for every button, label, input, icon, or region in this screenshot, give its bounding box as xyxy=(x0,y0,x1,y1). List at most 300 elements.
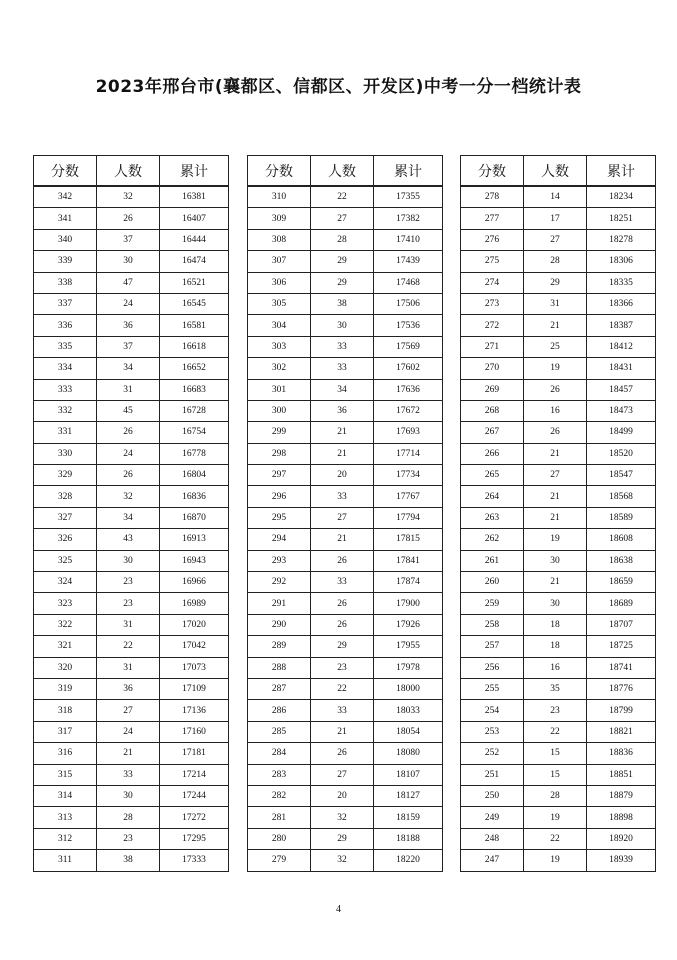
score-table-1 xyxy=(33,155,229,872)
table-row xyxy=(34,272,229,293)
score-cell: 341 xyxy=(34,208,97,229)
score-cell: 280 xyxy=(248,828,311,849)
table-row xyxy=(461,379,656,400)
score-cell: 325 xyxy=(34,550,97,571)
count-cell: 36 xyxy=(97,678,160,699)
table-row xyxy=(461,572,656,593)
score-table-2 xyxy=(247,155,443,872)
count-cell: 34 xyxy=(311,379,374,400)
count-cell: 32 xyxy=(311,807,374,828)
count-cell: 35 xyxy=(524,678,587,699)
score-cell: 255 xyxy=(461,678,524,699)
score-cell: 331 xyxy=(34,422,97,443)
score-cell: 275 xyxy=(461,251,524,272)
score-cell: 251 xyxy=(461,764,524,785)
score-cell: 282 xyxy=(248,785,311,806)
score-cell: 309 xyxy=(248,208,311,229)
header-count: 人数 xyxy=(97,156,160,187)
table-row xyxy=(461,208,656,229)
table-row xyxy=(461,422,656,443)
table-row xyxy=(34,700,229,721)
score-cell: 306 xyxy=(248,272,311,293)
cumulative-cell: 17073 xyxy=(160,657,229,678)
score-cell: 316 xyxy=(34,743,97,764)
header-count: 人数 xyxy=(524,156,587,187)
count-cell: 22 xyxy=(311,678,374,699)
count-cell: 18 xyxy=(524,614,587,635)
table-row xyxy=(34,465,229,486)
cumulative-cell: 17841 xyxy=(374,550,443,571)
count-cell: 21 xyxy=(524,315,587,336)
count-cell: 26 xyxy=(524,422,587,443)
table-row xyxy=(34,678,229,699)
table-row xyxy=(461,443,656,464)
count-cell: 15 xyxy=(524,743,587,764)
cumulative-cell: 17468 xyxy=(374,272,443,293)
cumulative-cell: 17506 xyxy=(374,293,443,314)
table-row xyxy=(461,293,656,314)
table-header-row xyxy=(461,156,656,187)
count-cell: 17 xyxy=(524,208,587,229)
score-cell: 329 xyxy=(34,465,97,486)
score-table-3 xyxy=(460,155,656,872)
count-cell: 31 xyxy=(97,614,160,635)
count-cell: 36 xyxy=(311,400,374,421)
cumulative-cell: 17900 xyxy=(374,593,443,614)
table-row xyxy=(248,614,443,635)
cumulative-cell: 17410 xyxy=(374,229,443,250)
table-row xyxy=(248,785,443,806)
cumulative-cell: 18568 xyxy=(587,486,656,507)
count-cell: 28 xyxy=(524,785,587,806)
table-row xyxy=(248,336,443,357)
cumulative-cell: 16474 xyxy=(160,251,229,272)
table-row xyxy=(461,507,656,528)
count-cell: 23 xyxy=(97,593,160,614)
cumulative-cell: 17767 xyxy=(374,486,443,507)
page-number: 4 xyxy=(336,904,341,915)
score-cell: 287 xyxy=(248,678,311,699)
table-row xyxy=(34,379,229,400)
table-row xyxy=(34,293,229,314)
cumulative-cell: 18251 xyxy=(587,208,656,229)
score-cell: 257 xyxy=(461,636,524,657)
table-row xyxy=(248,315,443,336)
table-row xyxy=(248,572,443,593)
score-cell: 301 xyxy=(248,379,311,400)
header-cumulative: 累计 xyxy=(374,156,443,187)
cumulative-cell: 16943 xyxy=(160,550,229,571)
score-cell: 292 xyxy=(248,572,311,593)
score-cell: 264 xyxy=(461,486,524,507)
count-cell: 32 xyxy=(311,850,374,871)
table-row xyxy=(248,850,443,871)
count-cell: 15 xyxy=(524,764,587,785)
cumulative-cell: 17536 xyxy=(374,315,443,336)
count-cell: 38 xyxy=(97,850,160,871)
table-row xyxy=(34,443,229,464)
score-cell: 321 xyxy=(34,636,97,657)
cumulative-cell: 17382 xyxy=(374,208,443,229)
table-row xyxy=(34,850,229,871)
score-cell: 248 xyxy=(461,828,524,849)
count-cell: 26 xyxy=(311,743,374,764)
cumulative-cell: 18939 xyxy=(587,850,656,871)
count-cell: 27 xyxy=(311,507,374,528)
table-row xyxy=(248,807,443,828)
count-cell: 22 xyxy=(524,721,587,742)
score-cell: 247 xyxy=(461,850,524,871)
score-cell: 304 xyxy=(248,315,311,336)
table-row xyxy=(34,229,229,250)
score-cell: 298 xyxy=(248,443,311,464)
cumulative-cell: 17160 xyxy=(160,721,229,742)
score-cell: 336 xyxy=(34,315,97,336)
count-cell: 29 xyxy=(524,272,587,293)
count-cell: 22 xyxy=(524,828,587,849)
cumulative-cell: 18080 xyxy=(374,743,443,764)
score-cell: 297 xyxy=(248,465,311,486)
count-cell: 16 xyxy=(524,657,587,678)
table-row xyxy=(248,529,443,550)
count-cell: 21 xyxy=(524,507,587,528)
score-cell: 286 xyxy=(248,700,311,721)
table-row xyxy=(34,657,229,678)
cumulative-cell: 18107 xyxy=(374,764,443,785)
count-cell: 47 xyxy=(97,272,160,293)
table-row xyxy=(34,507,229,528)
score-cell: 310 xyxy=(248,186,311,208)
cumulative-cell: 18707 xyxy=(587,614,656,635)
score-cell: 311 xyxy=(34,850,97,871)
count-cell: 21 xyxy=(524,572,587,593)
cumulative-cell: 18335 xyxy=(587,272,656,293)
score-cell: 269 xyxy=(461,379,524,400)
score-cell: 339 xyxy=(34,251,97,272)
score-cell: 283 xyxy=(248,764,311,785)
table-row xyxy=(34,251,229,272)
score-cell: 303 xyxy=(248,336,311,357)
score-cell: 273 xyxy=(461,293,524,314)
table-body xyxy=(34,186,229,871)
table-row xyxy=(461,358,656,379)
table-row xyxy=(248,358,443,379)
table-row xyxy=(248,486,443,507)
table-row xyxy=(34,315,229,336)
count-cell: 21 xyxy=(311,529,374,550)
table-row xyxy=(34,593,229,614)
cumulative-cell: 18000 xyxy=(374,678,443,699)
table-row xyxy=(34,529,229,550)
count-cell: 30 xyxy=(97,251,160,272)
cumulative-cell: 18725 xyxy=(587,636,656,657)
score-cell: 305 xyxy=(248,293,311,314)
cumulative-cell: 18821 xyxy=(587,721,656,742)
table-row xyxy=(461,807,656,828)
table-row xyxy=(461,785,656,806)
score-cell: 274 xyxy=(461,272,524,293)
table-row xyxy=(34,743,229,764)
cumulative-cell: 18188 xyxy=(374,828,443,849)
score-cell: 262 xyxy=(461,529,524,550)
cumulative-cell: 16989 xyxy=(160,593,229,614)
table-row xyxy=(34,614,229,635)
score-cell: 296 xyxy=(248,486,311,507)
table-row xyxy=(248,636,443,657)
table-row xyxy=(34,764,229,785)
table-row xyxy=(248,593,443,614)
table-row xyxy=(34,208,229,229)
count-cell: 27 xyxy=(311,208,374,229)
cumulative-cell: 16581 xyxy=(160,315,229,336)
table-row xyxy=(461,593,656,614)
cumulative-cell: 17109 xyxy=(160,678,229,699)
score-cell: 340 xyxy=(34,229,97,250)
cumulative-cell: 16836 xyxy=(160,486,229,507)
score-cell: 284 xyxy=(248,743,311,764)
table-row xyxy=(34,550,229,571)
table-row xyxy=(461,743,656,764)
score-cell: 265 xyxy=(461,465,524,486)
cumulative-cell: 18033 xyxy=(374,700,443,721)
cumulative-cell: 16778 xyxy=(160,443,229,464)
count-cell: 23 xyxy=(97,828,160,849)
score-cell: 328 xyxy=(34,486,97,507)
score-cell: 271 xyxy=(461,336,524,357)
cumulative-cell: 17693 xyxy=(374,422,443,443)
cumulative-cell: 18431 xyxy=(587,358,656,379)
table-row xyxy=(461,614,656,635)
cumulative-cell: 17295 xyxy=(160,828,229,849)
score-cell: 291 xyxy=(248,593,311,614)
table-row xyxy=(34,828,229,849)
cumulative-cell: 18608 xyxy=(587,529,656,550)
count-cell: 22 xyxy=(311,186,374,208)
count-cell: 31 xyxy=(97,379,160,400)
score-cell: 315 xyxy=(34,764,97,785)
score-cell: 320 xyxy=(34,657,97,678)
score-cell: 278 xyxy=(461,186,524,208)
score-cell: 263 xyxy=(461,507,524,528)
score-cell: 250 xyxy=(461,785,524,806)
score-cell: 288 xyxy=(248,657,311,678)
table-row xyxy=(248,507,443,528)
cumulative-cell: 17672 xyxy=(374,400,443,421)
cumulative-cell: 16870 xyxy=(160,507,229,528)
count-cell: 33 xyxy=(311,486,374,507)
score-cell: 334 xyxy=(34,358,97,379)
cumulative-cell: 17734 xyxy=(374,465,443,486)
table-row xyxy=(461,315,656,336)
score-cell: 294 xyxy=(248,529,311,550)
score-cell: 270 xyxy=(461,358,524,379)
score-cell: 249 xyxy=(461,807,524,828)
cumulative-cell: 18879 xyxy=(587,785,656,806)
cumulative-cell: 17636 xyxy=(374,379,443,400)
cumulative-cell: 16754 xyxy=(160,422,229,443)
count-cell: 24 xyxy=(97,721,160,742)
cumulative-cell: 16545 xyxy=(160,293,229,314)
count-cell: 20 xyxy=(311,785,374,806)
count-cell: 31 xyxy=(97,657,160,678)
score-cell: 253 xyxy=(461,721,524,742)
cumulative-cell: 17978 xyxy=(374,657,443,678)
count-cell: 25 xyxy=(524,336,587,357)
cumulative-cell: 18836 xyxy=(587,743,656,764)
table-row xyxy=(34,721,229,742)
score-cell: 293 xyxy=(248,550,311,571)
count-cell: 22 xyxy=(97,636,160,657)
table-row xyxy=(461,272,656,293)
count-cell: 21 xyxy=(311,721,374,742)
count-cell: 19 xyxy=(524,807,587,828)
cumulative-cell: 16652 xyxy=(160,358,229,379)
page-title: 2023年邢台市(襄都区、信都区、开发区)中考一分一档统计表 xyxy=(95,77,582,97)
table-row xyxy=(34,486,229,507)
count-cell: 19 xyxy=(524,358,587,379)
count-cell: 36 xyxy=(97,315,160,336)
table-row xyxy=(461,251,656,272)
count-cell: 20 xyxy=(311,465,374,486)
cumulative-cell: 18054 xyxy=(374,721,443,742)
count-cell: 34 xyxy=(97,358,160,379)
table-row xyxy=(461,764,656,785)
table-row xyxy=(248,743,443,764)
count-cell: 23 xyxy=(311,657,374,678)
cumulative-cell: 17355 xyxy=(374,186,443,208)
score-cell: 259 xyxy=(461,593,524,614)
table-row xyxy=(248,443,443,464)
table-row xyxy=(248,208,443,229)
count-cell: 27 xyxy=(524,465,587,486)
score-cell: 299 xyxy=(248,422,311,443)
count-cell: 31 xyxy=(524,293,587,314)
count-cell: 29 xyxy=(311,636,374,657)
score-cell: 337 xyxy=(34,293,97,314)
score-cell: 258 xyxy=(461,614,524,635)
count-cell: 21 xyxy=(97,743,160,764)
cumulative-cell: 16407 xyxy=(160,208,229,229)
cumulative-cell: 17714 xyxy=(374,443,443,464)
score-cell: 267 xyxy=(461,422,524,443)
cumulative-cell: 18547 xyxy=(587,465,656,486)
score-cell: 307 xyxy=(248,251,311,272)
cumulative-cell: 17244 xyxy=(160,785,229,806)
table-row xyxy=(248,721,443,742)
cumulative-cell: 18412 xyxy=(587,336,656,357)
count-cell: 14 xyxy=(524,186,587,208)
count-cell: 32 xyxy=(97,186,160,208)
count-cell: 21 xyxy=(311,443,374,464)
table-row xyxy=(461,229,656,250)
table-row xyxy=(34,636,229,657)
score-cell: 332 xyxy=(34,400,97,421)
count-cell: 27 xyxy=(97,700,160,721)
count-cell: 28 xyxy=(97,807,160,828)
count-cell: 32 xyxy=(97,486,160,507)
table-row xyxy=(461,186,656,208)
count-cell: 43 xyxy=(97,529,160,550)
table-row xyxy=(34,807,229,828)
header-score: 分数 xyxy=(34,156,97,187)
table-row xyxy=(461,550,656,571)
table-row xyxy=(248,272,443,293)
count-cell: 26 xyxy=(311,614,374,635)
score-cell: 285 xyxy=(248,721,311,742)
cumulative-cell: 17439 xyxy=(374,251,443,272)
count-cell: 38 xyxy=(311,293,374,314)
cumulative-cell: 18366 xyxy=(587,293,656,314)
score-cell: 333 xyxy=(34,379,97,400)
table-row xyxy=(34,572,229,593)
cumulative-cell: 17955 xyxy=(374,636,443,657)
cumulative-cell: 16521 xyxy=(160,272,229,293)
table-body xyxy=(461,186,656,871)
table-row xyxy=(461,828,656,849)
cumulative-cell: 18920 xyxy=(587,828,656,849)
table-row xyxy=(34,400,229,421)
cumulative-cell: 17815 xyxy=(374,529,443,550)
score-cell: 279 xyxy=(248,850,311,871)
header-cumulative: 累计 xyxy=(160,156,229,187)
score-cell: 295 xyxy=(248,507,311,528)
table-row xyxy=(461,850,656,871)
cumulative-cell: 17020 xyxy=(160,614,229,635)
table-row xyxy=(461,400,656,421)
cumulative-cell: 18589 xyxy=(587,507,656,528)
cumulative-cell: 18159 xyxy=(374,807,443,828)
cumulative-cell: 16728 xyxy=(160,400,229,421)
score-cell: 324 xyxy=(34,572,97,593)
cumulative-cell: 17181 xyxy=(160,743,229,764)
header-cumulative: 累计 xyxy=(587,156,656,187)
cumulative-cell: 18127 xyxy=(374,785,443,806)
count-cell: 33 xyxy=(311,336,374,357)
cumulative-cell: 18638 xyxy=(587,550,656,571)
table-row xyxy=(248,400,443,421)
score-cell: 256 xyxy=(461,657,524,678)
count-cell: 24 xyxy=(97,443,160,464)
table-row xyxy=(461,529,656,550)
score-cell: 342 xyxy=(34,186,97,208)
table-row xyxy=(34,336,229,357)
count-cell: 30 xyxy=(524,593,587,614)
score-cell: 289 xyxy=(248,636,311,657)
table-row xyxy=(248,186,443,208)
score-cell: 335 xyxy=(34,336,97,357)
count-cell: 27 xyxy=(311,764,374,785)
table-header-row xyxy=(34,156,229,187)
score-cell: 314 xyxy=(34,785,97,806)
score-cell: 261 xyxy=(461,550,524,571)
count-cell: 29 xyxy=(311,272,374,293)
cumulative-cell: 18457 xyxy=(587,379,656,400)
count-cell: 45 xyxy=(97,400,160,421)
count-cell: 34 xyxy=(97,507,160,528)
cumulative-cell: 16381 xyxy=(160,186,229,208)
cumulative-cell: 18898 xyxy=(587,807,656,828)
count-cell: 21 xyxy=(524,443,587,464)
table-row xyxy=(461,336,656,357)
cumulative-cell: 18306 xyxy=(587,251,656,272)
cumulative-cell: 17136 xyxy=(160,700,229,721)
cumulative-cell: 18799 xyxy=(587,700,656,721)
cumulative-cell: 17042 xyxy=(160,636,229,657)
header-count: 人数 xyxy=(311,156,374,187)
cumulative-cell: 18776 xyxy=(587,678,656,699)
cumulative-cell: 17602 xyxy=(374,358,443,379)
score-cell: 254 xyxy=(461,700,524,721)
